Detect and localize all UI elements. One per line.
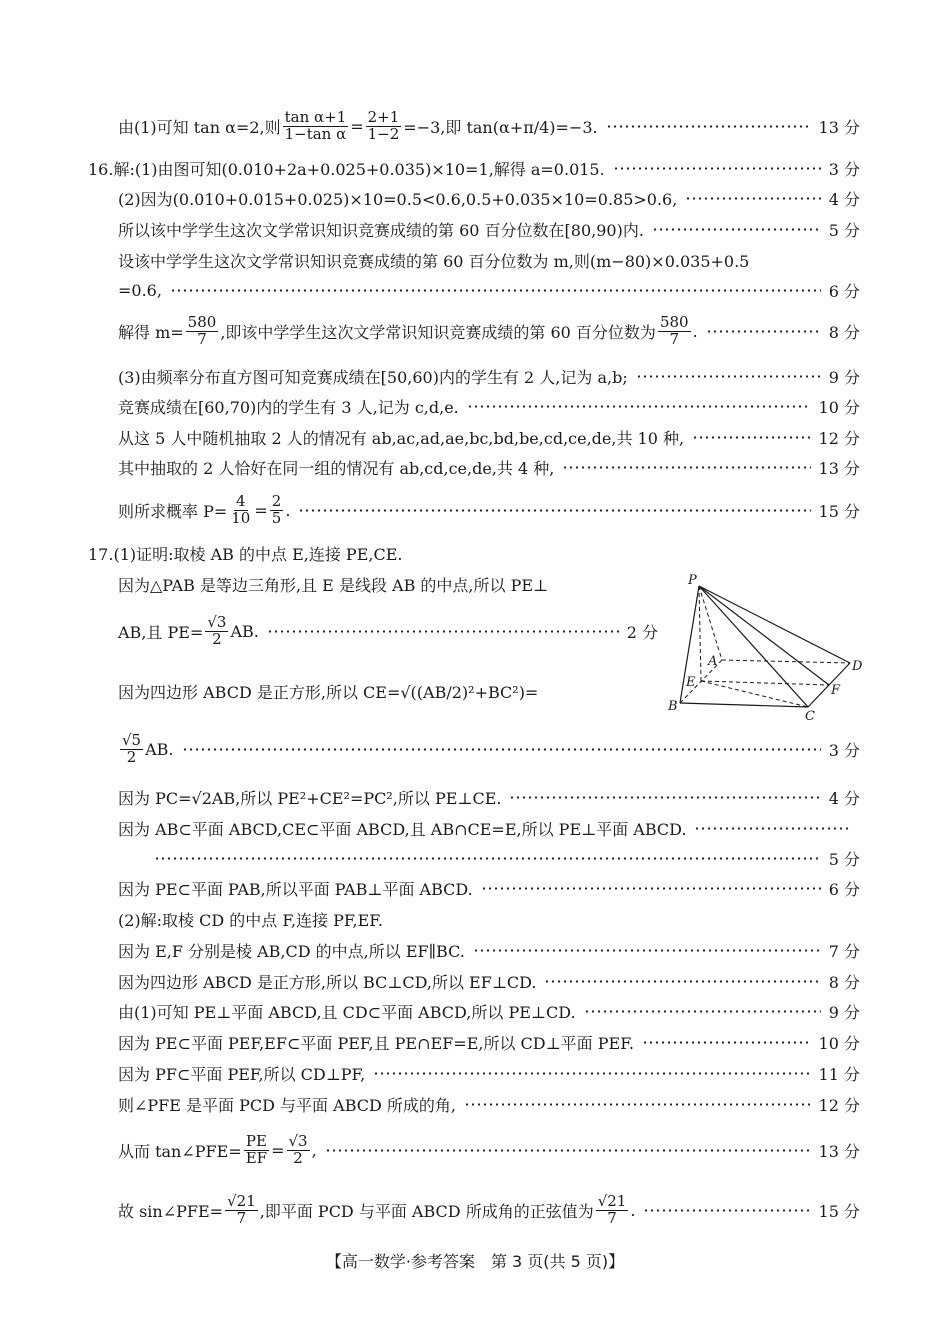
edge-PC bbox=[699, 586, 808, 707]
line-17-6: 因为 PC=√2AB,所以 PE²+CE²=PC²,所以 PE⊥CE. 4 分 bbox=[118, 782, 860, 812]
line-17-5: $\frac{√5}{2}$ AB. 3 分 bbox=[122, 730, 860, 766]
score: 11 分 bbox=[818, 1064, 860, 1084]
line-16-5: =0.6, 6 分 bbox=[118, 280, 860, 301]
line-17-3: AB,且 PE= $\frac{√3}{2}$ AB. 2 分 bbox=[118, 612, 658, 648]
line-16-9: 从这 5 人中随机抽取 2 人的情况有 ab,ac,ad,ae,bc,bd,be,cd,ce,de,共 10 种, 12 分 bbox=[118, 422, 860, 452]
edge-EC bbox=[701, 681, 808, 707]
line-17-9: 因为 PE⊂平面 PAB,所以平面 PAB⊥平面 ABCD. 6 分 bbox=[118, 873, 860, 903]
page-footer: 【高一数学·参考答案 第 3 页(共 5 页)】 bbox=[325, 1252, 625, 1271]
line-17-13: 由(1)可知 PE⊥平面 ABCD,且 CD⊂平面 ABCD,所以 PE⊥CD. 9 分 bbox=[118, 996, 860, 1026]
dot-leader bbox=[606, 125, 811, 128]
score: 5 分 bbox=[828, 849, 860, 869]
line-17-8 bbox=[118, 843, 860, 873]
line-16-8: 竞赛成绩在[60,70)内的学生有 3 人,记为 c,d,e. 10 分 bbox=[118, 391, 860, 421]
score: 6 分 bbox=[828, 879, 860, 899]
line-16-7: (3)由频率分布直方图可知竞赛成绩在[50,60)内的学生有 2 人,记为 a,b; 9 分 bbox=[118, 361, 860, 391]
score: 10 分 bbox=[818, 397, 860, 417]
fraction: $\frac{2+1}{1-2}$ bbox=[367, 107, 400, 143]
score: 12 分 bbox=[818, 1095, 860, 1115]
score: 13 分 bbox=[818, 458, 860, 478]
fraction: $\frac{\text{tan α+1}}{\text{1−tan α}}$ bbox=[284, 107, 347, 143]
score: 15 分 bbox=[818, 501, 860, 521]
line-17-17: 从而 tan∠PFE= $\frac{PE}{EF}$ = $\frac{√3}{2}$ , 13 分 bbox=[118, 1131, 860, 1167]
label-F: F bbox=[831, 683, 841, 698]
text: 由(1)可知 tan α=2,则 bbox=[118, 117, 281, 137]
line-17-15: 因为 PF⊂平面 PEF,所以 CD⊥PF, 11 分 bbox=[118, 1058, 860, 1088]
label-A: A bbox=[708, 654, 718, 669]
line-17-1: 17.(1)证明:取棱 AB 的中点 E,连接 PE,CE. bbox=[88, 544, 403, 564]
edge-PE bbox=[699, 586, 701, 681]
label-B: B bbox=[668, 699, 678, 714]
label-C: C bbox=[805, 709, 815, 724]
score: 13 分 bbox=[818, 117, 860, 137]
label-E: E bbox=[686, 675, 696, 690]
edge-BC bbox=[680, 703, 808, 707]
line-17-12: 因为四边形 ABCD 是正方形,所以 BC⊥CD,所以 EF⊥CD. 8 分 bbox=[118, 966, 860, 996]
score: 3 分 bbox=[828, 740, 860, 760]
line-16-11: 则所求概率 P= $\frac{4}{10}$ = $\frac{2}{5}$ . 15 分 bbox=[118, 491, 860, 527]
line-16-10: 其中抽取的 2 人恰好在同一组的情况有 ab,cd,ce,de,共 4 种, 13 分 bbox=[118, 452, 860, 482]
line-16-2: (2)因为(0.010+0.015+0.025)×10=0.5<0.6,0.5+0.035×10=0.85>0.6, 4 分 bbox=[118, 183, 860, 213]
score: 13 分 bbox=[818, 1141, 860, 1161]
line-17-16: 则∠PFE 是平面 PCD 与平面 ABCD 所成的角, 12 分 bbox=[118, 1089, 860, 1119]
label-P: P bbox=[688, 573, 697, 588]
line-16-1: 16.解:(1)由图可知(0.010+2a+0.025+0.035)×10=1,解得 a=0.015. 3 分 bbox=[88, 153, 860, 183]
label-D: D bbox=[852, 659, 863, 674]
score: 5 分 bbox=[828, 220, 860, 240]
score: 6 分 bbox=[828, 281, 860, 301]
score: 9 分 bbox=[828, 367, 860, 387]
score: 9 分 bbox=[828, 1002, 860, 1022]
pyramid-figure bbox=[668, 570, 872, 724]
line-17-4: 因为四边形 ABCD 是正方形,所以 CE=√((AB/2)²+BC²)= bbox=[118, 682, 539, 702]
score: 4 分 bbox=[828, 788, 860, 808]
edge-PD bbox=[699, 586, 850, 663]
line-17-10: (2)解:取棱 CD 的中点 F,连接 PF,EF. bbox=[118, 910, 384, 930]
line-16-3: 所以该中学学生这次文学常识知识竞赛成绩的第 60 百分位数在[80,90)内. 5 分 bbox=[118, 214, 860, 244]
line-16-4: 设该中学学生这次文学常识知识竞赛成绩的第 60 百分位数为 m,则(m−80)×0.035+0.5 bbox=[118, 251, 750, 271]
edge-PF bbox=[699, 586, 829, 685]
score: 8 分 bbox=[828, 972, 860, 992]
line-17-2: 因为△PAB 是等边三角形,且 E 是线段 AB 的中点,所以 PE⊥ bbox=[118, 575, 549, 595]
line-tan-result: 由(1)可知 tan α=2,则 $\frac{\text{tan α+1}}{\text{1−tan α}}$ = $\frac{2+1}{1-2}$ =−3,即 tan(α+π/4)=−3. 13 分 bbox=[118, 107, 860, 143]
edge-EF bbox=[701, 681, 829, 685]
score: 7 分 bbox=[828, 941, 860, 961]
score: 12 分 bbox=[818, 428, 860, 448]
score: 3 分 bbox=[828, 159, 860, 179]
line-16-6: 解得 m= $\frac{580}{7}$ ,即该中学学生这次文学常识知识竞赛成绩的第 60 百分位数为 $\frac{580}{7}$ . 8 分 bbox=[118, 312, 860, 348]
edge-AD bbox=[722, 660, 850, 663]
score: 10 分 bbox=[818, 1033, 860, 1053]
line-17-7: 因为 AB⊂平面 ABCD,CE⊂平面 ABCD,且 AB∩CE=E,所以 PE⊥平面 ABCD. bbox=[118, 813, 860, 843]
line-17-18: 故 sin∠PFE= $\frac{√21}{7}$ ,即平面 PCD 与平面 ABCD 所成角的正弦值为 $\frac{√21}{7}$ . 15 分 bbox=[118, 1191, 860, 1227]
score: 8 分 bbox=[828, 322, 860, 342]
line-17-11: 因为 E,F 分别是棱 AB,CD 的中点,所以 EF∥BC. 7 分 bbox=[118, 935, 860, 965]
line-17-14: 因为 PE⊂平面 PEF,EF⊂平面 PEF,且 PE∩EF=E,所以 CD⊥平面 PEF. 10 分 bbox=[118, 1027, 860, 1057]
score: 15 分 bbox=[818, 1201, 860, 1221]
edge-PA bbox=[699, 586, 722, 660]
pyramid-diagram bbox=[668, 570, 872, 724]
score: 4 分 bbox=[828, 189, 860, 209]
score: 2 分 bbox=[626, 622, 658, 642]
